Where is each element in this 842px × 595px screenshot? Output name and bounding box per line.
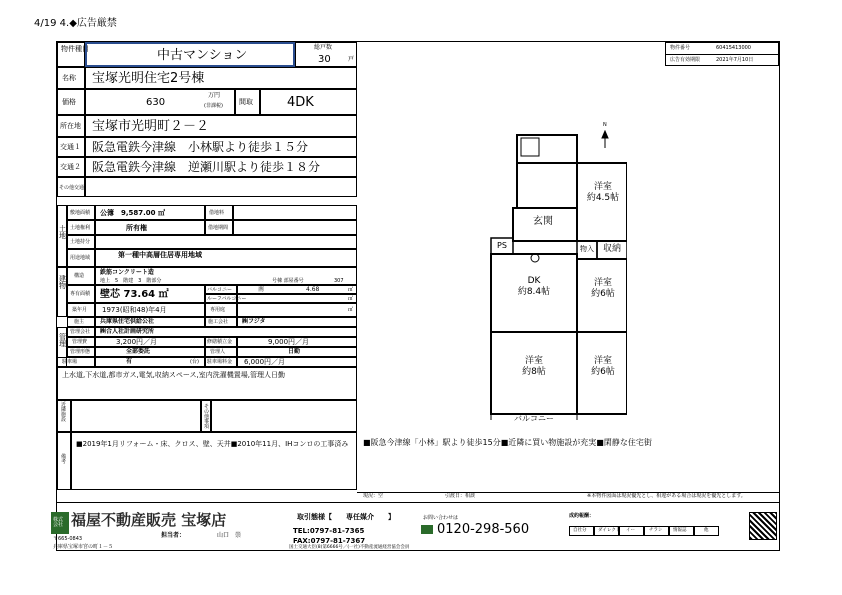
- garden-cell: [237, 303, 357, 317]
- land-share-label: 土地持分: [70, 239, 91, 245]
- other-label-cell: [201, 400, 211, 432]
- company-fax: FAX:0797-81-7367: [293, 537, 366, 545]
- room-storage-small: 物入: [580, 245, 594, 253]
- type-label: 物件種目: [61, 45, 89, 53]
- room-western-4-5: 洋室 約4.5帖: [586, 182, 620, 204]
- logo-text: 株式会社: [53, 517, 64, 528]
- garden-label-cell: [205, 303, 237, 317]
- repair-label: 修繕積立金: [207, 339, 233, 345]
- name-label: 名称: [62, 74, 76, 82]
- deal-label: 取引態様【: [297, 513, 332, 521]
- room-no-label: 号棟 部屋番号: [272, 278, 304, 284]
- remarks-label: 備考: [61, 454, 67, 465]
- price-note: (非課税): [204, 103, 223, 109]
- land-zoning-value: 第一種中高層住居専用地域: [118, 251, 202, 259]
- parking-label-cell: [57, 357, 95, 367]
- floors-value: 地上 5 階建 3 階部分: [100, 278, 162, 284]
- units-unit: 戸: [348, 56, 355, 63]
- address-label: 所在地: [60, 122, 81, 130]
- balcony-label-cell: [205, 285, 237, 294]
- other-access-cell: [85, 177, 357, 197]
- type-cell: [85, 42, 295, 67]
- mgmt-fee-cell: [95, 337, 205, 347]
- nearby-label-cell: [57, 400, 71, 432]
- land-area-value: 公簿 9,587.00 ㎡: [100, 209, 165, 217]
- category-2-label: イー: [626, 528, 635, 533]
- mgmt-staff-label: 管理人: [210, 349, 226, 355]
- remarks-label-cell: [57, 432, 71, 490]
- company-name: 福屋不動産販売 宝塚店: [71, 511, 227, 529]
- mgmt-fee-value: 3,200円／月: [116, 338, 158, 346]
- roof-cell: [237, 294, 357, 303]
- seller-label: 施主: [74, 319, 85, 325]
- room-western-8: 洋室 約8帖: [522, 356, 546, 378]
- status-current-value: 空: [378, 493, 384, 499]
- deal-type: [297, 514, 395, 521]
- roof-unit: ㎡: [348, 296, 354, 302]
- mgmt-staff-cell: [237, 347, 357, 357]
- fee-label: 成約報酬：: [569, 513, 595, 519]
- balcony-label: バルコニー: [207, 287, 233, 293]
- company-logo: [51, 512, 69, 534]
- access1-value: 阪急電鉄今津線 小林駅より徒歩１５分: [92, 140, 309, 154]
- other-cell: [211, 400, 357, 432]
- price-unit: 万円: [208, 92, 221, 99]
- repair-value: 9,000円／月: [268, 338, 310, 346]
- status-delivery-label: 引渡日：: [445, 493, 466, 499]
- land-lease-label: 借地期間: [208, 225, 229, 231]
- name-cell: [85, 67, 357, 89]
- balcony-unit: ㎡: [348, 287, 354, 293]
- land-area-cell: [95, 205, 205, 220]
- deal-value: 専任媒介: [346, 513, 374, 521]
- contractor-value: ㈱フジタ: [242, 318, 266, 325]
- mgmt-form-cell: [95, 347, 205, 357]
- status-delivery: [445, 494, 475, 499]
- other-access-label: その他交通: [59, 185, 85, 191]
- company-license: 国土交通大臣(8)第6666号／(一社)不動産流通経営協会会員: [289, 545, 410, 550]
- building-section-label: 建物: [59, 275, 66, 290]
- exclusive-area-value: 壁芯 73.64 ㎡: [100, 289, 169, 300]
- mgmt-form-label: 管理形態: [70, 349, 91, 355]
- contractor-label: 施工会社: [208, 319, 229, 325]
- info-box: [665, 42, 779, 66]
- price-label: 価格: [62, 98, 76, 106]
- mgmt-company-label: 管理会社: [70, 329, 91, 335]
- category-1-label: ダイレクト: [598, 528, 621, 533]
- room-closet: 収納: [602, 244, 621, 254]
- structure-cell: [95, 267, 357, 285]
- structure-label-cell: [67, 267, 95, 285]
- parking-cell: [95, 357, 205, 367]
- roof-label-cell: [205, 294, 247, 303]
- qr-code: [749, 512, 777, 540]
- land-rights-value: 所有権: [126, 224, 147, 232]
- category-4-label: 情報誌: [673, 528, 687, 533]
- access2-value: 阪急電鉄今津線 逆瀬川駅より徒歩１８分: [92, 160, 321, 174]
- management-section-label: 管理: [59, 333, 66, 348]
- remarks-value: ■2019年1月リフォーム・床、クロス、壁、天井■2010年11月、IHコンロの工事済み: [76, 440, 349, 448]
- mgmt-form-value: 全部委託: [126, 348, 151, 355]
- status-delivery-value: 相談: [465, 493, 476, 499]
- mgmt-company-label-cell: [67, 327, 95, 337]
- property-sheet: [53, 41, 780, 551]
- land-other-label-cell: [205, 205, 233, 220]
- parking-label: 駐車場: [62, 359, 78, 365]
- seller-label-cell: [67, 317, 95, 327]
- repair-cell: [237, 337, 357, 347]
- layout-label-cell: [235, 89, 260, 115]
- valid-label: 広告有効期限: [670, 57, 701, 63]
- category-3: [644, 526, 669, 536]
- parking-unit: (台): [190, 359, 199, 365]
- access2-cell: [85, 157, 357, 177]
- structure-label: 構造: [74, 273, 85, 279]
- room-no-value: 307: [334, 278, 344, 284]
- features-text: ■阪急今津線「小林」駅より徒歩15分■近隣に買い物施設が充実■閑静な住宅街: [363, 438, 652, 447]
- left-panel: [57, 42, 357, 497]
- category-2: [619, 526, 644, 536]
- balcony-cell: [237, 285, 357, 294]
- category-row: [569, 526, 721, 536]
- address-label-cell: [57, 115, 85, 137]
- agent-label: 担当者：: [161, 532, 186, 539]
- structure-value: 鉄筋コンクリート造: [100, 269, 154, 276]
- free-dial-number: 0120-298-560: [437, 522, 530, 537]
- mgmt-fee-label-cell: [67, 337, 95, 347]
- land-zoning-label-cell: [67, 249, 95, 267]
- status-current-label: 現況：: [363, 493, 379, 499]
- company-postal: 〒665-0843: [53, 536, 83, 542]
- contractor-label-cell: [205, 317, 237, 327]
- repair-label-cell: [205, 337, 237, 347]
- contractor-cell: [237, 317, 357, 327]
- price-label-cell: [57, 89, 85, 115]
- layout-cell: [260, 89, 357, 115]
- category-5: [694, 526, 719, 536]
- property-name: 宝塚光明住宅2号棟: [92, 71, 205, 86]
- company-tel: TEL:0797-81-7365: [293, 527, 365, 535]
- north-indicator: N: [603, 122, 607, 128]
- land-zoning-label: 用途地域: [70, 255, 91, 261]
- roof-label: ルーフバルコニー: [207, 296, 247, 302]
- land-other-cell: [233, 205, 357, 220]
- other-access-label-cell: [57, 177, 85, 197]
- land-section-label: 土地: [59, 225, 66, 240]
- access2-label-cell: [57, 157, 85, 177]
- status-current: [363, 494, 383, 499]
- built-label-cell: [67, 303, 95, 317]
- address-value: 宝塚市光明町２－２: [92, 119, 210, 134]
- built-value: 1973(昭和48)年4月: [102, 306, 167, 314]
- access1-label-cell: [57, 137, 85, 157]
- id-label: 物件番号: [670, 45, 691, 51]
- land-lease-cell: [233, 220, 357, 235]
- price-cell: [85, 89, 235, 115]
- category-4: [669, 526, 694, 536]
- room-ps: PS: [497, 241, 507, 250]
- mgmt-company-cell: [95, 327, 357, 337]
- address-cell: [85, 115, 357, 137]
- land-area-label: 敷地面積: [70, 210, 91, 216]
- room-balcony: バルコニー: [514, 414, 554, 423]
- parking-fee-cell: [237, 357, 357, 367]
- category-1: [594, 526, 619, 536]
- access2-label: 交通２: [60, 163, 81, 171]
- page-item: 4.◆広告厳禁: [59, 18, 117, 29]
- room-entrance: 玄関: [533, 216, 553, 227]
- room-dk: DK 約8.4帖: [517, 276, 551, 298]
- floor-plan: [477, 122, 627, 423]
- land-share-cell: [95, 235, 357, 249]
- units-value: 30: [318, 54, 331, 65]
- property-type: 中古マンション: [157, 48, 248, 63]
- exclusive-area-label-cell: [67, 285, 95, 303]
- seller-cell: [95, 317, 205, 327]
- nearby-cell: [71, 400, 201, 432]
- page-header: [34, 14, 117, 29]
- remarks-cell: [71, 432, 357, 490]
- land-rights-label: 土地権利: [70, 225, 91, 231]
- parking-fee-value: 6,000円／月: [244, 358, 286, 366]
- category-3-label: チラシ: [649, 528, 663, 533]
- balcony-area: 4.68: [306, 286, 320, 293]
- mgmt-staff-label-cell: [205, 347, 237, 357]
- access1-label: 交通１: [60, 143, 81, 151]
- note-text: ※本物件図面は現況優先とし、相違がある場合は現況を優先とします。: [587, 493, 746, 499]
- parking-fee-label: 駐車場料金: [207, 359, 233, 365]
- parking-fee-label-cell: [205, 357, 237, 367]
- parking-kind: 有: [126, 358, 133, 365]
- mgmt-staff-value: 日勤: [288, 348, 301, 355]
- free-label: お問い合わせは: [423, 515, 459, 521]
- id-value: 60415413000: [716, 45, 751, 51]
- mgmt-fee-label: 管理費: [72, 339, 88, 345]
- category-5-label: 他: [704, 528, 709, 533]
- name-label-cell: [57, 67, 85, 89]
- access1-cell: [85, 137, 357, 157]
- land-section: [57, 205, 67, 267]
- land-share-label-cell: [67, 235, 95, 249]
- category-0-label: 自社分: [573, 528, 587, 533]
- units-label: 総戸数: [314, 44, 333, 51]
- land-area-label-cell: [67, 205, 95, 220]
- valid-value: 2021年7月10日: [716, 57, 754, 63]
- land-zoning-cell: [95, 249, 357, 267]
- company-address: 兵庫県宝塚市宮の町１－５: [53, 544, 114, 550]
- exclusive-area-cell: [95, 285, 205, 303]
- mgmt-company-value: ㈱合人社計画研究所: [100, 328, 155, 335]
- facilities-value: 上水道,下水道,都市ガス,電気,収納スペース,室内洗濯機置場,管理人日勤: [62, 371, 285, 379]
- category-0: [569, 526, 594, 536]
- page-number: 4/19: [34, 18, 57, 29]
- deal-end: 】: [388, 513, 395, 521]
- price-value: 630: [146, 97, 166, 108]
- exclusive-area-label: 専有面積: [70, 291, 91, 297]
- layout-value: 4DK: [287, 95, 314, 110]
- garden-label: 専用庭: [210, 307, 226, 313]
- built-label: 築年月: [72, 307, 88, 313]
- garden-unit: ㎡: [348, 307, 354, 313]
- land-rights-cell: [95, 220, 205, 235]
- building-section: [57, 267, 67, 317]
- built-cell: [95, 303, 205, 317]
- room-western-6a: 洋室 約6帖: [591, 278, 615, 300]
- mgmt-form-label-cell: [67, 347, 95, 357]
- land-rights-label-cell: [67, 220, 95, 235]
- land-other-label: 借地料: [209, 210, 225, 216]
- land-lease-label-cell: [205, 220, 233, 235]
- other-label: その他事項: [204, 404, 210, 430]
- nearby-label: 近隣施設: [61, 402, 67, 423]
- layout-label: 間取: [239, 98, 253, 106]
- type-label-cell: [57, 42, 89, 67]
- facilities-cell: [57, 367, 357, 400]
- balcony-direction: 南: [258, 286, 265, 293]
- agent-value: 山口 崇: [217, 532, 242, 539]
- free-dial-icon: [421, 525, 433, 534]
- units-cell: [295, 42, 357, 67]
- seller-value: 兵庫県住宅供給公社: [100, 318, 155, 325]
- room-western-6b: 洋室 約6帖: [591, 356, 615, 378]
